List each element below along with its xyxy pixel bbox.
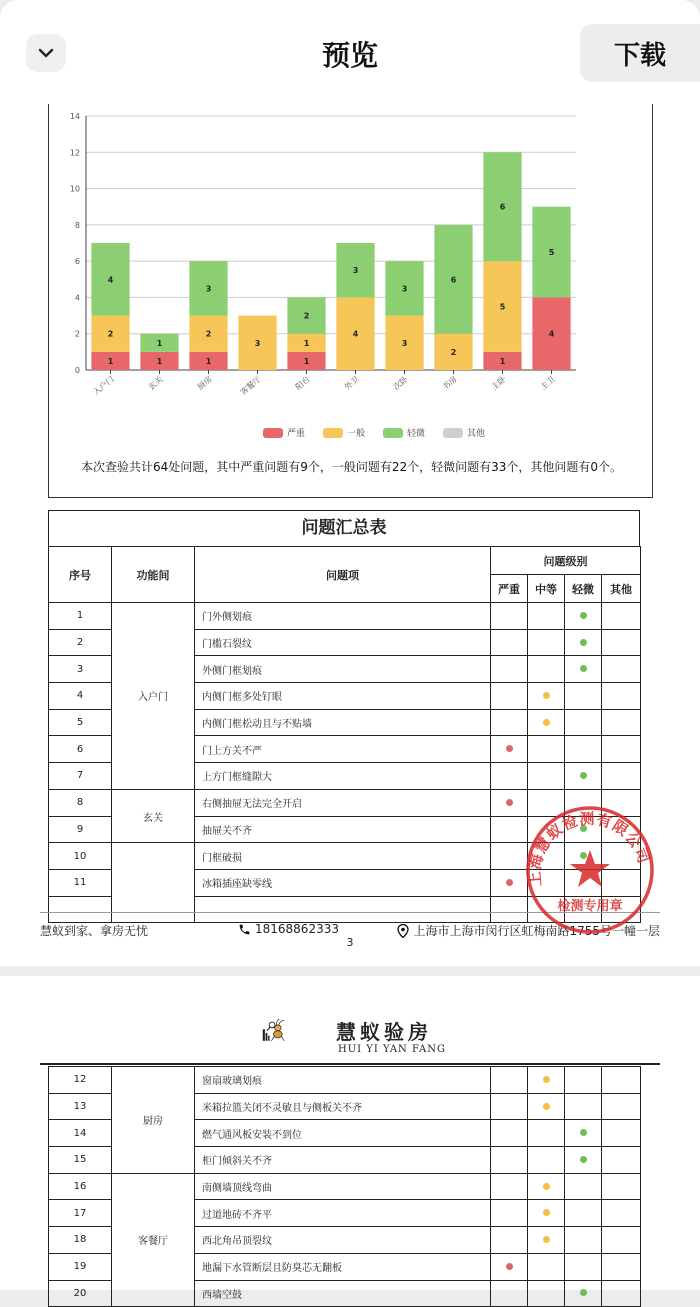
- bar-data-label: 3: [205, 284, 212, 294]
- x-tick-label: 主卧: [489, 374, 508, 392]
- level-dot: [543, 1076, 550, 1083]
- bar-data-label: 2: [450, 347, 457, 357]
- level-cell: [602, 763, 641, 790]
- x-tick-label: 厨房: [195, 374, 214, 392]
- level-cell: [528, 683, 565, 710]
- level-cell: [565, 763, 602, 790]
- x-tick-label: 入户门: [91, 374, 116, 397]
- legend-swatch: [383, 428, 403, 438]
- row-number: 8: [49, 789, 112, 816]
- seal-bottom-text: 检测专用章: [557, 899, 623, 914]
- address-text: 上海市上海市闵行区虹梅南路1755号一幢一层: [413, 924, 660, 938]
- legend-item[interactable]: [263, 426, 305, 439]
- col-room-header: 功能间: [112, 547, 195, 603]
- y-tick-label: 2: [74, 329, 80, 339]
- report-page-3: [0, 104, 700, 966]
- level-cell: [602, 1120, 641, 1147]
- issue-cell: 米箱拉篮关闭不灵敏且与侧板关不齐: [195, 1093, 491, 1120]
- level-cell: [491, 1067, 528, 1094]
- legend-label: 轻微: [407, 429, 426, 439]
- level-dot: [543, 719, 550, 726]
- report-page-4: [0, 976, 700, 1301]
- level-cell: [602, 1253, 641, 1280]
- room-cell: 入户门: [112, 603, 195, 790]
- level-cell: [565, 1067, 602, 1094]
- level-cell: [602, 709, 641, 736]
- level-cell: [491, 603, 528, 630]
- level-cell: [602, 1093, 641, 1120]
- download-button[interactable]: 下载: [580, 24, 700, 82]
- level-dot: [506, 799, 513, 806]
- level-cell: [528, 629, 565, 656]
- legend-swatch: [323, 428, 343, 438]
- row-number: 3: [49, 656, 112, 683]
- issue-cell: 门槛石裂纹: [195, 629, 491, 656]
- row-number: 17: [49, 1200, 112, 1227]
- row-number: 15: [49, 1147, 112, 1174]
- level-dot: [506, 1263, 513, 1270]
- issue-cell: [195, 896, 491, 923]
- level-cell: [565, 656, 602, 683]
- level-dot: [580, 1289, 587, 1296]
- level-cell: [491, 1173, 528, 1200]
- issue-cell: 门框破损: [195, 843, 491, 870]
- stacked-bar-chart: [49, 104, 654, 424]
- level-cell: [602, 1200, 641, 1227]
- level-cell: [565, 1120, 602, 1147]
- row-number: 12: [49, 1067, 112, 1094]
- page-number: 3: [346, 936, 354, 949]
- level-cell: [491, 1227, 528, 1254]
- room-cell: [112, 843, 195, 923]
- level-cell: [491, 896, 528, 923]
- bar-data-label: 1: [156, 356, 163, 366]
- row-number: 5: [49, 709, 112, 736]
- bar-data-label: 4: [352, 329, 359, 339]
- level-cell: [528, 1147, 565, 1174]
- level-cell: [491, 683, 528, 710]
- issue-cell: 柜门倾斜关不齐: [195, 1147, 491, 1174]
- x-tick-label: 外卫: [342, 374, 361, 392]
- bar-data-label: 3: [352, 266, 359, 276]
- row-number: 18: [49, 1227, 112, 1254]
- legend-label: 其他: [467, 429, 486, 439]
- level-cell: [528, 736, 565, 763]
- row-number: 16: [49, 1173, 112, 1200]
- level-dot: [506, 745, 513, 752]
- company-seal: [524, 804, 656, 936]
- chart-frame: [48, 104, 653, 498]
- level-cell: [602, 629, 641, 656]
- level-cell: [565, 709, 602, 736]
- level-cell: [528, 1280, 565, 1307]
- level-dot: [580, 1129, 587, 1136]
- bar-data-label: 1: [205, 356, 212, 366]
- legend-swatch: [443, 428, 463, 438]
- bar-data-label: 5: [499, 302, 506, 312]
- level-cell: [602, 1147, 641, 1174]
- y-tick-label: 0: [74, 366, 80, 375]
- level-cell: [602, 603, 641, 630]
- level-cell: [491, 1120, 528, 1147]
- level-dot: [543, 692, 550, 699]
- issue-cell: 门上方关不严: [195, 736, 491, 763]
- level-cell: [491, 629, 528, 656]
- logo-text-cn: 慧蚁验房: [336, 1020, 432, 1044]
- issue-cell: 南侧墙顶线弯曲: [195, 1173, 491, 1200]
- issue-cell: 内侧门框松动且与不贴墙: [195, 709, 491, 736]
- level-other-header: 其他: [602, 575, 641, 603]
- bar-data-label: 5: [548, 248, 555, 258]
- bar-data-label: 1: [303, 338, 310, 348]
- level-cell: [528, 1120, 565, 1147]
- y-tick-label: 4: [74, 293, 80, 303]
- bar-data-label: 2: [303, 311, 310, 321]
- issue-cell: 抽屉关不齐: [195, 816, 491, 843]
- bar-data-label: 1: [107, 356, 114, 366]
- seal-company-text: 上海慧蚁检测有限公司: [525, 809, 654, 888]
- level-cell: [528, 1067, 565, 1094]
- level-cell: [565, 683, 602, 710]
- level-cell: [491, 843, 528, 870]
- issue-cell: 西北角吊顶裂纹: [195, 1227, 491, 1254]
- footer-phone[interactable]: [238, 922, 339, 936]
- bar-data-label: 3: [254, 338, 261, 348]
- col-no-header: 序号: [49, 547, 112, 603]
- issue-cell: 窗扇玻璃划痕: [195, 1067, 491, 1094]
- level-dot: [543, 1209, 550, 1216]
- bar-data-label: 4: [548, 329, 555, 339]
- issue-summary-table-continued: [48, 1066, 640, 1307]
- level-cell: [528, 603, 565, 630]
- level-cell: [491, 1253, 528, 1280]
- level-cell: [491, 789, 528, 816]
- row-number: 6: [49, 736, 112, 763]
- level-cell: [565, 736, 602, 763]
- level-minor-header: 轻微: [565, 575, 602, 603]
- row-number: 1: [49, 603, 112, 630]
- legend-item[interactable]: [443, 426, 485, 439]
- issue-cell: 内侧门框多处钉眼: [195, 683, 491, 710]
- room-cell: 玄关: [112, 789, 195, 842]
- row-number: 14: [49, 1120, 112, 1147]
- level-dot: [580, 772, 587, 779]
- x-tick-label: 阳台: [293, 374, 312, 392]
- level-cell: [528, 656, 565, 683]
- level-cell: [565, 1227, 602, 1254]
- chart-legend: [263, 426, 485, 439]
- level-cell: [602, 736, 641, 763]
- level-cell: [528, 1200, 565, 1227]
- bar-data-label: 3: [401, 338, 408, 348]
- issue-cell: 外侧门框划痕: [195, 656, 491, 683]
- issue-cell: 冰箱插座缺零线: [195, 869, 491, 896]
- row-number: 11: [49, 869, 112, 896]
- legend-item[interactable]: [383, 426, 425, 439]
- level-cell: [602, 1173, 641, 1200]
- bar-data-label: 6: [499, 202, 506, 212]
- bar-data-label: 3: [401, 284, 408, 294]
- bar-data-label: 2: [205, 329, 212, 339]
- row-number: 9: [49, 816, 112, 843]
- level-cell: [528, 763, 565, 790]
- row-number: 7: [49, 763, 112, 790]
- level-cell: [528, 709, 565, 736]
- level-cell: [528, 1093, 565, 1120]
- seal-star-icon: [570, 850, 610, 887]
- bar-data-label: 1: [156, 338, 163, 348]
- level-cell: [528, 1253, 565, 1280]
- level-severe-header: 严重: [491, 575, 528, 603]
- level-cell: [565, 1280, 602, 1307]
- level-dot: [580, 665, 587, 672]
- header-divider: [40, 1063, 660, 1065]
- legend-item[interactable]: [323, 426, 365, 439]
- level-medium-header: 中等: [528, 575, 565, 603]
- bar-data-label: 1: [303, 356, 310, 366]
- phone-number: 18168862333: [255, 922, 339, 936]
- level-cell: [491, 1200, 528, 1227]
- level-cell: [602, 656, 641, 683]
- level-dot: [580, 1156, 587, 1163]
- table-row: [49, 1067, 641, 1094]
- level-dot: [543, 1183, 550, 1190]
- level-dot: [580, 612, 587, 619]
- row-number: 13: [49, 1093, 112, 1120]
- y-tick-label: 14: [69, 112, 80, 121]
- summary-text: 本次查验共计64处问题，其中严重问题有9个，一般问题有22个，轻微问题有33个，其他问题有0个。: [80, 460, 623, 474]
- x-tick-label: 客餐厅: [238, 374, 263, 397]
- level-cell: [528, 1173, 565, 1200]
- issue-cell: 门外侧划痕: [195, 603, 491, 630]
- row-number: 2: [49, 629, 112, 656]
- level-cell: [565, 1093, 602, 1120]
- level-cell: [602, 1227, 641, 1254]
- y-tick-label: 6: [74, 257, 80, 267]
- table-row: [49, 1173, 641, 1200]
- row-number: 19: [49, 1253, 112, 1280]
- level-dot: [543, 1236, 550, 1243]
- level-cell: [491, 709, 528, 736]
- y-tick-label: 12: [69, 148, 80, 158]
- level-cell: [602, 683, 641, 710]
- level-cell: [491, 1147, 528, 1174]
- legend-label: 严重: [287, 429, 306, 439]
- issue-cell: 上方门框缝隙大: [195, 763, 491, 790]
- level-cell: [565, 1173, 602, 1200]
- phone-icon: [238, 923, 251, 936]
- page-title: 预览: [321, 39, 378, 72]
- x-tick-label: 书房: [440, 374, 459, 392]
- y-tick-label: 10: [69, 184, 80, 194]
- level-cell: [491, 1280, 528, 1307]
- bar-data-label: 2: [107, 329, 114, 339]
- row-number: 10: [49, 843, 112, 870]
- level-cell: [565, 1200, 602, 1227]
- legend-swatch: [263, 428, 283, 438]
- level-cell: [491, 816, 528, 843]
- issue-cell: 右侧抽屉无法完全开启: [195, 789, 491, 816]
- x-tick-label: 主卫: [538, 374, 557, 392]
- level-cell: [528, 1227, 565, 1254]
- level-dot: [543, 1103, 550, 1110]
- issue-cell: 西墙空鼓: [195, 1280, 491, 1307]
- level-cell: [565, 1147, 602, 1174]
- col-issue-header: 问题项: [195, 547, 491, 603]
- bar-data-label: 6: [450, 275, 457, 285]
- ant-logo-icon: [262, 998, 334, 1062]
- top-bar: [0, 0, 700, 104]
- table-row: [49, 603, 641, 630]
- row-number: 20: [49, 1280, 112, 1307]
- logo-text-en: HUI YI YAN FANG: [338, 1044, 447, 1055]
- level-cell: [565, 603, 602, 630]
- level-dot: [580, 639, 587, 646]
- row-number: [49, 896, 112, 923]
- level-cell: [491, 869, 528, 896]
- level-cell: [491, 763, 528, 790]
- room-cell: 客餐厅: [112, 1173, 195, 1306]
- x-tick-label: 次卧: [391, 374, 410, 392]
- bar-data-label: 1: [499, 356, 506, 366]
- level-dot: [506, 879, 513, 886]
- x-tick-label: 玄关: [146, 374, 165, 392]
- footer-slogan: 慧蚁到家、拿房无忧: [40, 924, 149, 938]
- table-caption: 问题汇总表: [48, 510, 640, 546]
- bar-data-label: 4: [107, 275, 114, 285]
- level-cell: [602, 1280, 641, 1307]
- issue-cell: 燃气通风板安装不到位: [195, 1120, 491, 1147]
- y-tick-label: 8: [74, 220, 80, 230]
- level-cell: [491, 1093, 528, 1120]
- issue-cell: 过道地砖不齐平: [195, 1200, 491, 1227]
- row-number: 4: [49, 683, 112, 710]
- level-cell: [565, 629, 602, 656]
- level-cell: [491, 656, 528, 683]
- issue-cell: 地漏下水管断层且防臭芯无翻板: [195, 1253, 491, 1280]
- room-cell: 厨房: [112, 1067, 195, 1174]
- legend-label: 一般: [347, 429, 366, 439]
- col-level-header: 问题级别: [491, 547, 641, 575]
- level-cell: [491, 736, 528, 763]
- level-cell: [602, 1067, 641, 1094]
- level-cell: [565, 1253, 602, 1280]
